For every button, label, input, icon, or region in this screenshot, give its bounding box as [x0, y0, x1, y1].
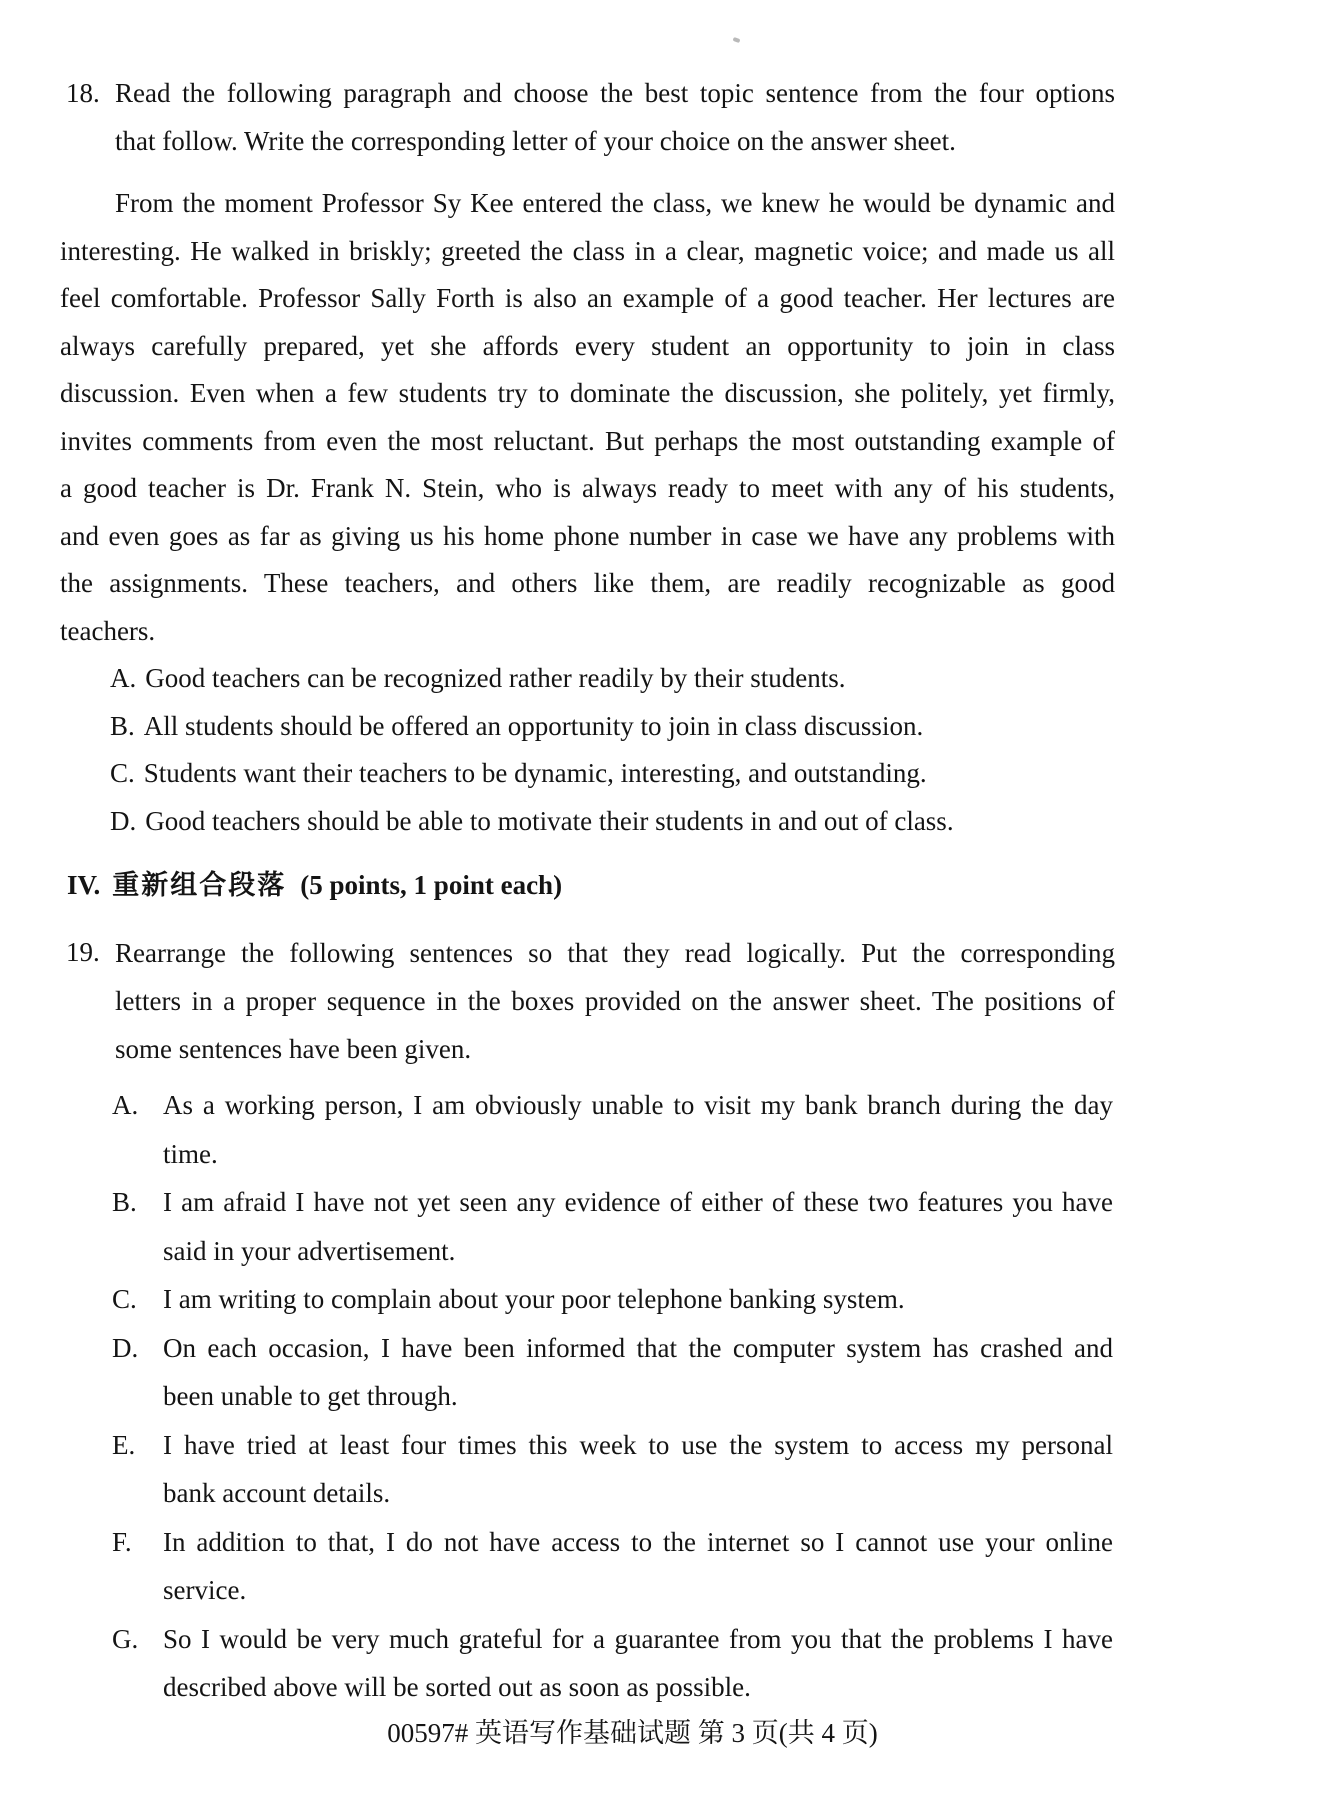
sentence-f-text: [163, 1518, 1113, 1615]
text-line: interesting. He walked in briskly; greeted the class in a clear, magnetic voice; and made us all: [60, 235, 1115, 266]
option-c-text: Students want their teachers to be dynamic, interesting, and outstanding.: [143, 758, 927, 788]
text-line: said in your advertisement.: [163, 1235, 456, 1266]
text-line: some sentences have been given.: [115, 1034, 472, 1064]
question-18-number: 18.: [66, 78, 100, 108]
text-line: letters in a proper sequence in the boxes provided on the answer sheet. The positions of: [115, 986, 1115, 1016]
section-iv-title-chinese: 重新组合段落: [112, 870, 287, 900]
text-line: So I would be very much grateful for a guarantee from you that the problems I have: [163, 1623, 1113, 1654]
text-line: been unable to get through.: [163, 1381, 458, 1411]
question-18: [66, 70, 1115, 165]
option-b-label: B.: [110, 710, 135, 741]
sentence-g-label: G.: [112, 1623, 139, 1654]
option-c: [110, 750, 1115, 798]
text-line: Read the following paragraph and choose the best topic sentence from the four options: [115, 78, 1115, 108]
option-b: [110, 703, 1115, 751]
text-line: always carefully prepared, yet she affords every student an opportunity to join in class: [60, 330, 1115, 361]
text-line: a good teacher is Dr. Frank N. Stein, who is always ready to meet with any of his students,: [60, 473, 1115, 503]
sentence-g-text: [163, 1615, 1113, 1712]
sentence-g: [112, 1615, 1113, 1712]
text-line: I am afraid I have not yet seen any evidence of either of these two features you have: [163, 1187, 1113, 1217]
sentence-b-text: [163, 1178, 1113, 1275]
text-line: On each occasion, I have been informed that the computer system has crashed and: [163, 1332, 1113, 1363]
option-a: [110, 655, 1115, 703]
sentence-a: [112, 1081, 1113, 1178]
text-line: teachers.: [60, 615, 156, 646]
sentence-c-text: [163, 1275, 1113, 1324]
sentence-b-label: B.: [112, 1187, 137, 1217]
sentence-d-text: [163, 1324, 1113, 1421]
reading-paragraph: [60, 180, 1115, 655]
option-a-label: A.: [110, 663, 137, 693]
section-iv-heading: [67, 862, 1115, 910]
section-iv-number: IV.: [67, 870, 101, 900]
text-line: From the moment Professor Sy Kee entered the class, we knew he would be dynamic and: [115, 188, 1115, 218]
sentence-c-label: C.: [112, 1284, 137, 1314]
text-line: the assignments. These teachers, and others like them, are readily recognizable as good: [60, 568, 1115, 598]
text-line: feel comfortable. Professor Sally Forth is also an example of a good teacher. Her lectures are: [60, 283, 1115, 313]
option-d-label: D.: [110, 805, 137, 836]
question-18-prompt: [115, 70, 1115, 165]
question-19: [66, 929, 1115, 1073]
option-d: [110, 798, 1115, 846]
text-line: time.: [163, 1138, 218, 1169]
sentence-c: [112, 1275, 1113, 1324]
sentence-e: [112, 1421, 1113, 1518]
option-d-text: Good teachers should be able to motivate their students in and out of class.: [145, 805, 954, 836]
text-line: that follow. Write the corresponding letter of your choice on the answer sheet.: [115, 125, 956, 156]
question-19-prompt: [115, 929, 1115, 1073]
sentence-a-label: A.: [112, 1090, 139, 1120]
option-a-text: Good teachers can be recognized rather readily by their students.: [145, 663, 846, 693]
option-b-text: All students should be offered an opportunity to join in class discussion.: [143, 710, 924, 741]
page-footer: 00597# 英语写作基础试题 第 3 页(共 4 页): [387, 1718, 878, 1748]
text-line: I have tried at least four times this week to use the system to access my personal: [163, 1429, 1113, 1460]
text-line: Rearrange the following sentences so that they read logically. Put the corresponding: [115, 938, 1115, 968]
text-line: and even goes as far as giving us his home phone number in case we have any problems with: [60, 520, 1115, 551]
text-line: invites comments from even the most reluctant. But perhaps the most outstanding example of: [60, 425, 1115, 456]
question-18-options: [110, 655, 1115, 845]
text-line: described above will be sorted out as soon as possible.: [163, 1672, 751, 1702]
section-iv-points-note: (5 points, 1 point each): [300, 870, 563, 900]
option-c-label: C.: [110, 758, 135, 788]
sentence-e-label: E.: [112, 1429, 136, 1460]
sentence-a-text: [163, 1081, 1113, 1178]
sentence-b: [112, 1178, 1113, 1275]
question-19-number: 19.: [66, 937, 100, 967]
text-line: bank account details.: [163, 1478, 391, 1508]
text-line: As a working person, I am obviously unable to visit my bank branch during the day: [163, 1090, 1113, 1120]
question-19-sentences: [112, 1081, 1113, 1712]
sentence-f-label: F.: [112, 1526, 132, 1557]
text-line: service.: [163, 1575, 247, 1605]
text-line: In addition to that, I do not have access to the internet so I cannot use your online: [163, 1526, 1113, 1557]
sentence-f: [112, 1518, 1113, 1615]
scan-artifact: [733, 37, 741, 43]
sentence-e-text: [163, 1421, 1113, 1518]
sentence-d: [112, 1324, 1113, 1421]
text-line: discussion. Even when a few students try to dominate the discussion, she politely, yet firmly,: [60, 378, 1115, 408]
text-line: I am writing to complain about your poor telephone banking system.: [163, 1284, 905, 1314]
sentence-d-label: D.: [112, 1332, 139, 1363]
